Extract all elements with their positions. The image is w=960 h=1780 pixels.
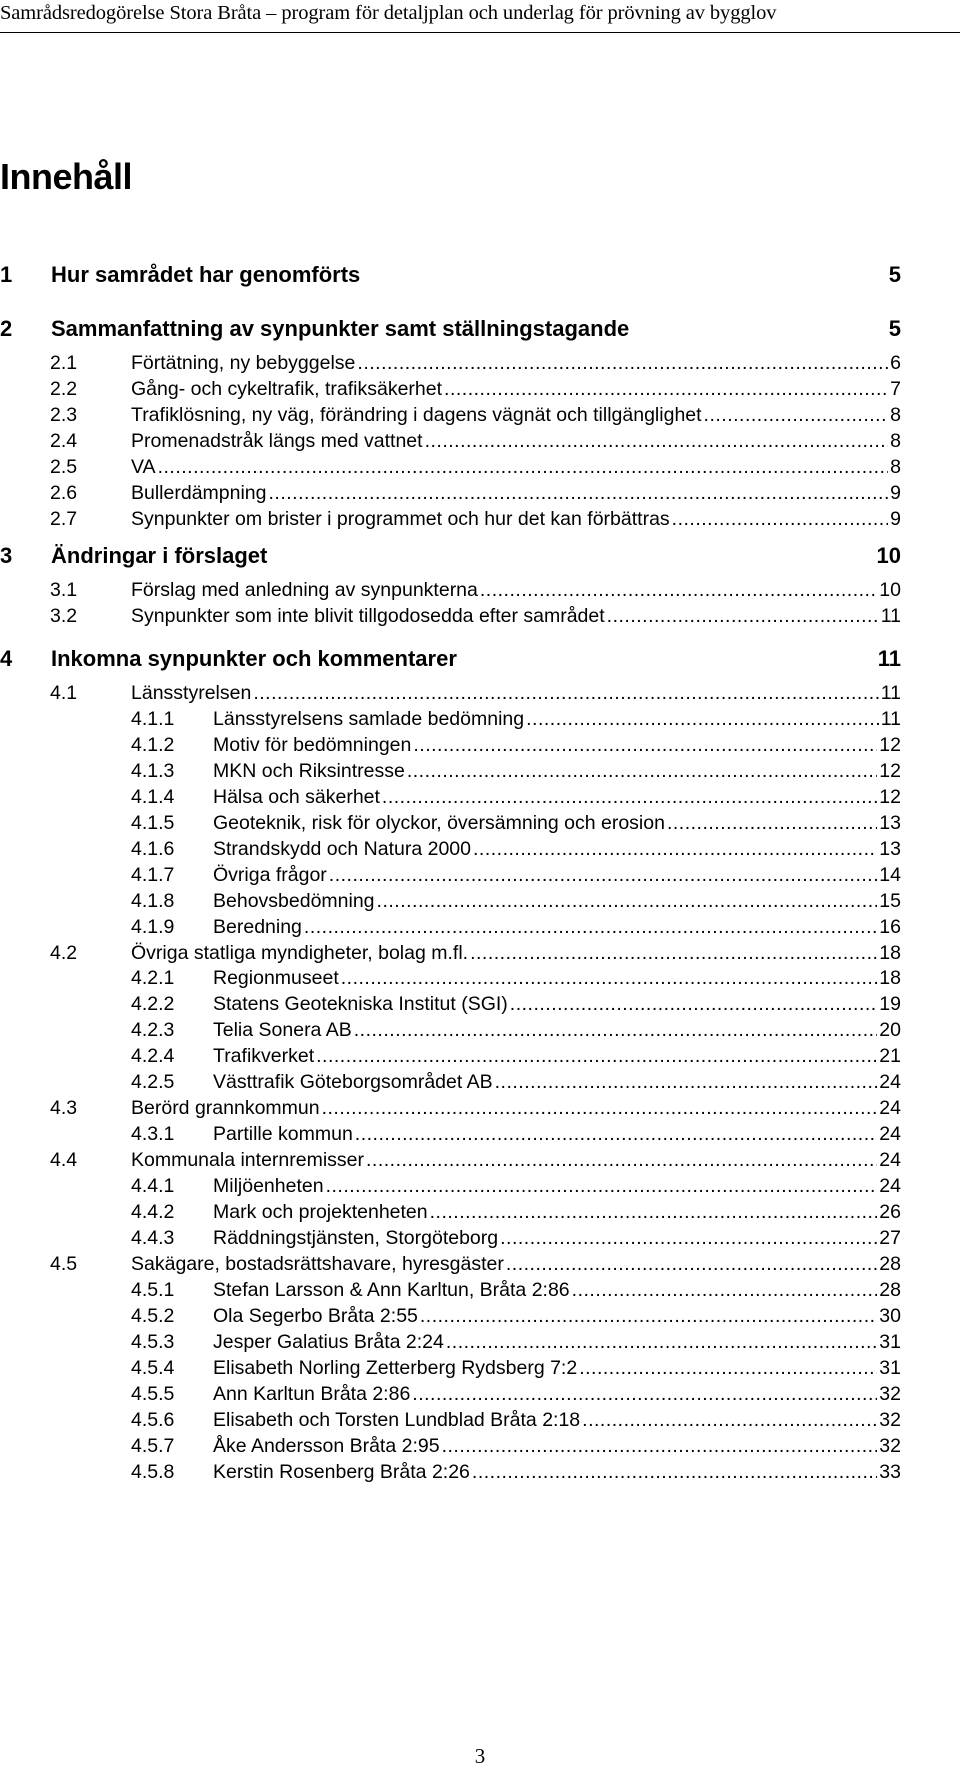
- toc-dot-leader: [572, 1279, 878, 1302]
- toc-entry-2[interactable]: [0, 316, 901, 348]
- toc-entry-page: 6: [890, 352, 901, 374]
- toc-entry-page: 21: [879, 1045, 901, 1068]
- toc-entry-page: 9: [890, 507, 901, 530]
- toc-dot-leader: [430, 1201, 878, 1224]
- toc-entry-number: 4.1.3: [131, 759, 175, 782]
- toc-entry-page: 12: [879, 785, 901, 808]
- toc-entry-page: 20: [879, 1019, 901, 1042]
- toc-dot-leader: [472, 1461, 877, 1484]
- toc-entry-4-5-2[interactable]: [131, 1305, 901, 1333]
- toc-dot-leader: [316, 1045, 877, 1068]
- toc-entry-page: 26: [879, 1201, 901, 1223]
- toc-entry-page: 11: [880, 604, 901, 627]
- toc-entry-4-1-9[interactable]: [131, 916, 901, 944]
- toc-entry-title: Partille kommun: [213, 1123, 353, 1146]
- toc-dot-leader: [607, 605, 879, 628]
- toc-entry-4-1-6[interactable]: [131, 838, 901, 866]
- toc-dot-leader: [322, 1097, 878, 1120]
- toc-entry-title: Ann Karltun Bråta 2:86: [213, 1382, 411, 1405]
- toc-dot-leader: [253, 682, 878, 705]
- toc-entry-4-5-1[interactable]: [131, 1279, 901, 1307]
- toc-entry-4-2[interactable]: [50, 942, 901, 970]
- toc-entry-title: Gång- och cykeltrafik, trafiksäkerhet: [131, 377, 443, 400]
- toc-entry-title: Länsstyrelsen: [131, 682, 252, 704]
- toc-entry-page: 33: [879, 1460, 901, 1483]
- toc-entry-4-1-2[interactable]: [131, 734, 901, 762]
- toc-entry-number: 4.5.1: [131, 1278, 175, 1301]
- toc-dot-leader: [506, 1253, 877, 1276]
- toc-entry-number: 4.1.6: [131, 837, 175, 860]
- toc-entry-4-2-4[interactable]: [131, 1045, 901, 1073]
- toc-entry-title: Inkomna synpunkter och kommentarer: [51, 646, 457, 671]
- toc-entry-3-1[interactable]: [50, 579, 901, 607]
- toc-entry-2-4[interactable]: [50, 430, 901, 458]
- toc-entry-4-5-6[interactable]: [131, 1409, 901, 1437]
- toc-entry-number: 4.2.5: [131, 1071, 175, 1094]
- toc-entry-page: 31: [879, 1356, 901, 1379]
- toc-entry-4-5-7[interactable]: [131, 1435, 901, 1463]
- toc-dot-leader: [341, 967, 878, 990]
- toc-dot-leader: [446, 1331, 877, 1354]
- toc-dot-leader: [269, 482, 889, 505]
- toc-entry-title: Åke Andersson Bråta 2:95: [213, 1434, 440, 1457]
- toc-entry-page: 18: [879, 941, 901, 964]
- toc-heading: Innehåll: [0, 156, 133, 197]
- toc-entry-page: 24: [879, 1071, 901, 1094]
- toc-entry-title: Mark och projektenheten: [213, 1201, 428, 1223]
- toc-entry-title: Miljöenheten: [213, 1175, 324, 1198]
- toc-entry-number: 4.4.1: [131, 1175, 175, 1198]
- toc-entry-4-1-4[interactable]: [131, 786, 901, 814]
- toc-entry-number: 2.3: [50, 403, 78, 426]
- toc-dot-leader: [425, 430, 889, 453]
- toc-dot-leader: [420, 1305, 877, 1328]
- toc-dot-leader: [495, 1071, 878, 1094]
- toc-dot-leader: [473, 838, 877, 861]
- toc-entry-number: 4.1.9: [131, 915, 175, 938]
- toc-entry-4-3[interactable]: [50, 1097, 901, 1125]
- toc-entry-title: Stefan Larsson & Ann Karltun, Bråta 2:86: [213, 1278, 570, 1301]
- toc-entry-page: 28: [879, 1252, 901, 1275]
- toc-entry-title: Ändringar i förslaget: [51, 543, 268, 568]
- toc-entry-number: 4.2.2: [131, 993, 175, 1016]
- toc-entry-title: Länsstyrelsens samlade bedömning: [213, 707, 525, 730]
- toc-entry-2-1[interactable]: [50, 352, 901, 380]
- toc-entry-number: 4.5.8: [131, 1460, 175, 1483]
- toc-entry-title: Övriga statliga myndigheter, bolag m.fl.: [131, 941, 469, 964]
- toc-entry-number: 4.2.3: [131, 1019, 175, 1042]
- toc-entry-4-5-8[interactable]: [131, 1461, 901, 1489]
- toc-entry-number: 4.1.7: [131, 863, 175, 886]
- toc-entry-2-2[interactable]: [50, 378, 901, 406]
- toc-entry-4-2-3[interactable]: [131, 1019, 901, 1047]
- toc-entry-page: 8: [890, 403, 901, 426]
- toc-entry-title: Trafikverket: [213, 1045, 315, 1068]
- toc-entry-title: Elisabeth och Torsten Lundblad Bråta 2:18: [213, 1408, 581, 1431]
- toc-dot-leader: [357, 352, 888, 375]
- toc-entry-title: Elisabeth Norling Zetterberg Rydsberg 7:2: [213, 1356, 578, 1379]
- toc-entry-2-3[interactable]: [50, 404, 901, 432]
- toc-entry-4-5[interactable]: [50, 1253, 901, 1281]
- toc-dot-leader: [442, 1435, 878, 1458]
- toc-entry-title: Geoteknik, risk för olyckor, översämning och erosion: [213, 811, 665, 834]
- toc-entry-page: 11: [880, 707, 901, 730]
- toc-entry-page: 24: [879, 1123, 901, 1146]
- toc-entry-title: Sakägare, bostadsrättshavare, hyresgäster: [131, 1252, 504, 1275]
- toc-entry-page: 13: [879, 811, 901, 834]
- toc-entry-number: 4.5.4: [131, 1356, 175, 1379]
- toc-entry-page: 32: [879, 1408, 901, 1431]
- toc-entry-title: Motiv för bedömningen: [213, 733, 412, 756]
- toc-entry-page: 32: [879, 1434, 901, 1457]
- toc-entry-number: 4.5.5: [131, 1382, 175, 1405]
- toc-entry-title: Synpunkter som inte blivit tillgodosedda efter samrådet: [131, 604, 605, 627]
- toc-entry-number: 2.4: [50, 429, 78, 452]
- toc-entry-page: 16: [879, 915, 901, 938]
- toc-entry-4-4-1[interactable]: [131, 1175, 901, 1203]
- toc-dot-leader: [582, 1409, 877, 1432]
- toc-dot-leader: [667, 812, 877, 835]
- toc-entry-number: 4.1.2: [131, 733, 175, 756]
- toc-entry-number: 3.1: [50, 579, 78, 601]
- toc-entry-number: 4.5.2: [131, 1304, 175, 1327]
- toc-entry-number: 2.5: [50, 455, 78, 478]
- toc-dot-leader: [526, 708, 879, 731]
- toc-entry-page: 31: [879, 1330, 901, 1353]
- toc-entry-number: 4.1.8: [131, 889, 175, 912]
- toc-entry-4-1[interactable]: [50, 682, 901, 710]
- toc-entry-number: 4.3: [50, 1097, 78, 1120]
- toc-entry-page: 12: [879, 759, 901, 782]
- toc-entry-page: 9: [890, 481, 901, 504]
- toc-entry-title: Jesper Galatius Bråta 2:24: [213, 1330, 444, 1353]
- toc-dot-leader: [354, 1019, 878, 1042]
- toc-entry-page: 13: [879, 837, 901, 860]
- toc-entry-title: Ola Segerbo Bråta 2:55: [213, 1304, 418, 1327]
- toc-entry-page: 10: [879, 579, 901, 601]
- toc-entry-page: 5: [888, 316, 901, 341]
- toc-entry-title: Hälsa och säkerhet: [213, 785, 380, 808]
- toc-entry-page: 30: [879, 1304, 901, 1327]
- toc-entry-4[interactable]: [0, 646, 901, 678]
- toc-entry-4-2-1[interactable]: [131, 967, 901, 995]
- toc-entry-page: 28: [879, 1278, 901, 1301]
- toc-entry-page: 7: [890, 377, 901, 400]
- toc-entry-4-1-7[interactable]: [131, 864, 901, 892]
- toc-entry-4-5-4[interactable]: [131, 1357, 901, 1385]
- toc-entry-number: 4.2: [50, 941, 78, 964]
- toc-dot-leader: [510, 993, 878, 1016]
- toc-entry-title: Regionmuseet: [213, 967, 339, 990]
- toc-entry-4-4-2[interactable]: [131, 1201, 901, 1229]
- toc-entry-title: Förslag med anledning av synpunkterna: [131, 579, 478, 601]
- toc-dot-leader: [480, 579, 877, 602]
- toc-dot-leader: [326, 1175, 878, 1198]
- toc-entry-page: 14: [879, 863, 901, 886]
- toc-entry-4-1-8[interactable]: [131, 890, 901, 918]
- toc-entry-number: 2.2: [50, 377, 78, 400]
- toc-dot-leader: [158, 456, 889, 479]
- toc-entry-page: 8: [890, 455, 901, 478]
- toc-dot-leader: [470, 942, 877, 965]
- toc-entry-page: 24: [879, 1149, 901, 1172]
- toc-entry-page: 24: [879, 1175, 901, 1198]
- toc-dot-leader: [377, 890, 878, 913]
- toc-dot-leader: [355, 1123, 878, 1146]
- toc-entry-page: 8: [890, 429, 901, 452]
- running-header: Samrådsredogörelse Stora Bråta – program för detaljplan och underlag för prövning av bygglov: [0, 2, 777, 24]
- toc-dot-leader: [366, 1149, 877, 1172]
- toc-entry-title: Trafiklösning, ny väg, förändring i dagens vägnät och tillgänglighet: [131, 403, 702, 426]
- toc-entry-number: 4: [0, 646, 13, 671]
- toc-entry-3[interactable]: [0, 543, 901, 575]
- toc-entry-4-4-3[interactable]: [131, 1227, 901, 1255]
- toc-entry-page: 19: [879, 993, 901, 1016]
- toc-dot-leader: [413, 734, 877, 757]
- toc-entry-page: 10: [876, 543, 901, 568]
- toc-entry-title: Västtrafik Göteborgsområdet AB: [213, 1071, 493, 1094]
- toc-entry-page: 32: [879, 1382, 901, 1405]
- toc-entry-title: Hur samrådet har genomförts: [51, 262, 361, 287]
- toc-entry-page: 24: [879, 1097, 901, 1120]
- toc-entry-4-1-1[interactable]: [131, 708, 901, 736]
- toc-entry-number: 4.3.1: [131, 1123, 175, 1146]
- toc-dot-leader: [412, 1383, 877, 1406]
- toc-entry-number: 4.5.6: [131, 1408, 175, 1431]
- toc-entry-number: 2.7: [50, 507, 78, 530]
- toc-entry-title: Telia Sonera AB: [213, 1019, 352, 1042]
- toc-entry-number: 4.1: [50, 682, 78, 704]
- toc-entry-number: 2.6: [50, 481, 78, 504]
- toc-entry-title: Övriga frågor: [213, 863, 327, 886]
- toc-entry-number: 4.1.4: [131, 785, 175, 808]
- toc-entry-page: 12: [879, 733, 901, 756]
- toc-entry-4-5-3[interactable]: [131, 1331, 901, 1359]
- toc-dot-leader: [382, 786, 877, 809]
- toc-entry-2-5[interactable]: [50, 456, 901, 484]
- toc-entry-number: 4.1.1: [131, 707, 175, 730]
- toc-entry-page: 11: [877, 646, 901, 671]
- toc-entry-title: Beredning: [213, 915, 302, 938]
- toc-entry-number: 4.1.5: [131, 811, 175, 834]
- toc-entry-number: 2.1: [50, 352, 78, 374]
- toc-entry-number: 4.2.4: [131, 1045, 175, 1068]
- toc-entry-title: Bullerdämpning: [131, 481, 267, 504]
- toc-entry-number: 4.5.7: [131, 1434, 175, 1457]
- toc-entry-title: Statens Geotekniska Institut (SGI): [213, 993, 508, 1016]
- toc-entry-2-6[interactable]: [50, 482, 901, 510]
- page-number: 3: [474, 1744, 486, 1768]
- toc-entry-page: 27: [879, 1226, 901, 1249]
- toc-entry-page: 5: [888, 262, 901, 287]
- toc-entry-4-1-3[interactable]: [131, 760, 901, 788]
- toc-dot-leader: [579, 1357, 877, 1380]
- toc-entry-number: 4.4.3: [131, 1226, 175, 1249]
- toc-entry-page: 11: [880, 682, 901, 704]
- toc-entry-4-4[interactable]: [50, 1149, 901, 1177]
- toc-dot-leader: [704, 404, 889, 427]
- toc-entry-title: Sammanfattning av synpunkter samt ställningstagande: [51, 316, 630, 341]
- toc-dot-leader: [407, 760, 877, 783]
- toc-entry-title: Synpunkter om brister i programmet och hur det kan förbättras: [131, 507, 670, 530]
- toc-entry-title: Kommunala internremisser: [131, 1149, 365, 1172]
- toc-entry-4-2-2[interactable]: [131, 993, 901, 1021]
- toc-entry-number: 4.2.1: [131, 967, 175, 990]
- toc-entry-4-1-5[interactable]: [131, 812, 901, 840]
- toc-entry-page: 15: [879, 889, 901, 912]
- toc-dot-leader: [329, 864, 878, 887]
- toc-entry-title: Förtätning, ny bebyggelse: [131, 352, 356, 374]
- toc-entry-4-5-5[interactable]: [131, 1383, 901, 1411]
- toc-dot-leader: [672, 508, 888, 531]
- toc-entry-page: 18: [879, 967, 901, 990]
- toc-entry-title: Behovsbedömning: [213, 889, 375, 912]
- toc-entry-title: MKN och Riksintresse: [213, 759, 405, 782]
- toc-entry-title: Strandskydd och Natura 2000: [213, 837, 471, 860]
- toc-entry-title: Räddningstjänsten, Storgöteborg: [213, 1226, 499, 1249]
- toc-entry-4-2-5[interactable]: [131, 1071, 901, 1099]
- toc-entry-number: 3: [0, 543, 13, 568]
- toc-entry-number: 4.4: [50, 1149, 78, 1172]
- toc-entry-number: 1: [0, 262, 13, 287]
- toc-entry-4-3-1[interactable]: [131, 1123, 901, 1151]
- toc-entry-title: Berörd grannkommun: [131, 1097, 320, 1120]
- toc-entry-number: 4.5.3: [131, 1330, 175, 1353]
- header-rule: [0, 32, 960, 33]
- toc-entry-3-2[interactable]: [50, 605, 901, 633]
- toc-dot-leader: [304, 916, 877, 939]
- toc-entry-number: 4.5: [50, 1252, 78, 1275]
- toc-entry-1[interactable]: [0, 262, 901, 294]
- toc-dot-leader: [444, 378, 888, 401]
- toc-entry-2-7[interactable]: [50, 508, 901, 536]
- toc-dot-leader: [500, 1227, 877, 1250]
- toc-entry-title: Promenadstråk längs med vattnet: [131, 429, 423, 452]
- toc-entry-number: 4.4.2: [131, 1201, 175, 1223]
- toc-entry-title: VA: [131, 455, 156, 478]
- toc-entry-title: Kerstin Rosenberg Bråta 2:26: [213, 1460, 470, 1483]
- toc-entry-number: 2: [0, 316, 13, 341]
- toc-entry-number: 3.2: [50, 604, 78, 627]
